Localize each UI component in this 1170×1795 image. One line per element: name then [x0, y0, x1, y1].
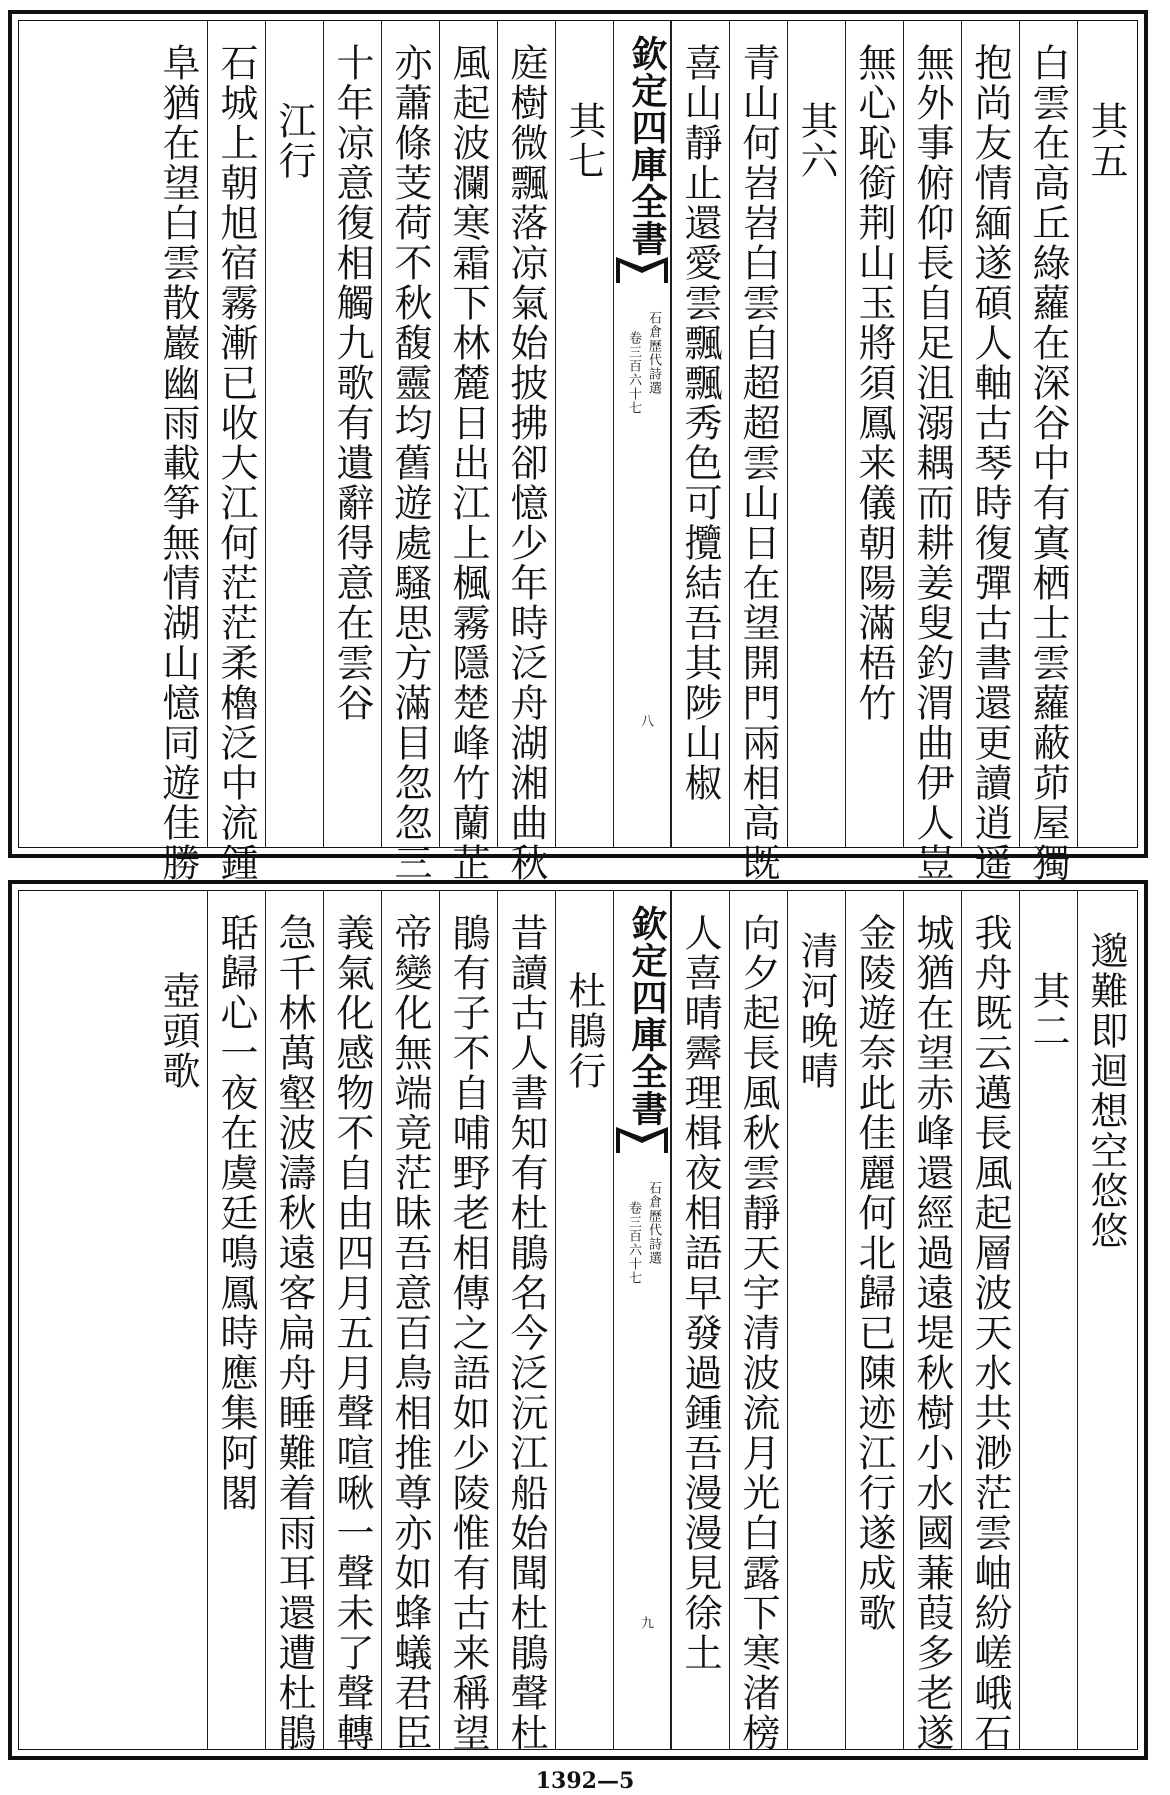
folio-number: 八: [638, 714, 653, 727]
column-rule: [613, 891, 614, 1749]
text-column: [497, 21, 555, 883]
lower-page-frame: [18, 890, 1138, 1753]
column-text: 阜猶在望白雲散巖幽雨載筝無情湖山憶同遊佳勝: [156, 43, 200, 883]
text-column: [729, 891, 787, 1753]
side-title: 石倉歷代詩選: [646, 311, 661, 395]
text-column: [323, 891, 381, 1753]
text-column: [1019, 21, 1077, 883]
text-column: [381, 891, 439, 1753]
column-rule: [323, 891, 324, 1749]
column-rule: [207, 21, 208, 847]
column-rule: [497, 21, 498, 847]
text-column: [149, 21, 207, 883]
text-column: [207, 891, 265, 1749]
text-column: [439, 21, 497, 883]
column-text: 其五: [1084, 101, 1128, 181]
column-text: 無外事俯仰長自足沮溺耦而耕姜叟釣渭曲伊人豈: [910, 43, 954, 883]
lower-page: [8, 880, 1148, 1760]
page-number: 1392—5: [535, 1768, 635, 1794]
center-fold-column: [613, 891, 671, 1749]
text-column: [323, 21, 381, 847]
text-column: [729, 21, 787, 883]
fishtail-ornament: [616, 1123, 668, 1153]
text-column: [1019, 891, 1077, 1749]
text-column: [961, 891, 1019, 1753]
folio-number: 九: [638, 1616, 653, 1629]
column-rule: [265, 891, 266, 1749]
column-rule: [555, 21, 556, 847]
column-text: 急千林萬壑波濤秋遠客扁舟睡難着雨耳還遭杜鵑: [272, 913, 316, 1753]
column-rule: [613, 21, 614, 847]
text-column: [671, 21, 729, 847]
column-text: 其六: [794, 101, 838, 181]
column-text: 義氣化感物不自由四月五月聲喧啾一聲未了聲轉: [330, 913, 374, 1753]
column-text: 喜山靜止還愛雲飄飄秀色可攬結吾其陟山椒: [678, 43, 722, 803]
column-text: 杜鵑行: [562, 971, 606, 1091]
column-text: 十年凉意復相觸九歌有遺辭得意在雲谷: [330, 43, 374, 723]
column-text: 壺頭歌: [156, 971, 200, 1091]
text-column: [671, 891, 729, 1749]
column-text: 昔讀古人書知有杜鵑名今泛沅江船始聞杜鵑聲杜: [504, 913, 548, 1753]
column-text: 金陵遊奈此佳麗何北歸已陳迹江行遂成歌: [852, 913, 896, 1633]
text-column: [439, 891, 497, 1753]
side-volume: 卷三百六十七: [626, 331, 641, 415]
column-text: 鵑有子不自哺野老相傳之語如少陵惟有古来稱望: [446, 913, 490, 1753]
text-column: [207, 21, 265, 883]
center-fold-column: [613, 21, 671, 847]
text-column: [149, 891, 207, 1749]
column-text: 向夕起長風秋雲靜天宇清波流月光白露下寒渚榜: [736, 913, 780, 1753]
column-text: 風起波瀾寒霜下林麓日出江上楓霧隱楚峰竹蘭芷: [446, 43, 490, 883]
column-text: 人喜晴霽理楫夜相語早發過鍾吾漫漫見徐土: [678, 913, 722, 1673]
text-column: [555, 21, 613, 847]
text-column: [497, 891, 555, 1753]
side-volume: 卷三百六十七: [626, 1201, 641, 1285]
column-rule: [381, 21, 382, 847]
column-text: 其二: [1026, 971, 1070, 1051]
column-text: 白雲在高丘綠蘿在深谷中有寘栖士雲蘿蔽茆屋獨: [1026, 43, 1070, 883]
column-text: 無心恥銜荆山玉將須鳳来儀朝陽滿梧竹: [852, 43, 896, 723]
text-column: [903, 891, 961, 1753]
text-column: [845, 21, 903, 847]
text-column: [1077, 21, 1135, 847]
column-text: 城猶在望赤峰還經過遠堤秋樹小水國蒹葭多老遂: [910, 913, 954, 1753]
column-rule: [381, 891, 382, 1749]
column-text: 其七: [562, 101, 606, 181]
column-rule: [439, 891, 440, 1749]
column-text: 江行: [272, 101, 316, 181]
side-title: 石倉歷代詩選: [646, 1181, 661, 1265]
text-column: [1077, 891, 1135, 1749]
column-rule: [555, 891, 556, 1749]
column-text: 我舟既云邁長風起層波天水共渺茫雲岫紛嵯峨石: [968, 913, 1012, 1753]
upper-page-frame: [18, 20, 1138, 883]
text-column: [555, 891, 613, 1749]
text-column: [787, 21, 845, 847]
text-column: [265, 21, 323, 847]
column-rule: [323, 21, 324, 847]
column-rule: [207, 891, 208, 1749]
column-text: 清河晚晴: [794, 931, 838, 1091]
column-text: 庭樹微飄落凉氣始披拂卻憶少年時泛舟湖湘曲秋: [504, 43, 548, 883]
column-text: 帝變化無端竟茫昧吾意百鳥相推尊亦如蜂蟻君臣: [388, 913, 432, 1753]
column-text: 亦蕭條芰荷不秋馥靈均舊遊處騷思方滿目忽忽三: [388, 43, 432, 883]
column-text: 聒歸心一夜在虞廷鳴鳳時應集阿閣: [214, 913, 258, 1513]
text-column: [903, 21, 961, 883]
text-column: [381, 21, 439, 883]
column-text: 青山何岧岧白雲自超超雲山日在望開門兩相高既: [736, 43, 780, 883]
column-text: 抱尚友情緬遂碩人軸古琴時復彈古書還更讀逍遥: [968, 43, 1012, 883]
column-text: 石城上朝旭宿霧漸已收大江何茫茫柔櫓泛中流鍾: [214, 43, 258, 883]
text-column: [845, 891, 903, 1749]
column-rule: [439, 21, 440, 847]
book-title: 欽定四庫全書: [626, 905, 668, 1127]
column-rule: [497, 891, 498, 1749]
text-column: [787, 891, 845, 1749]
fishtail-ornament: [616, 253, 668, 283]
column-text: 邈難即迴想空悠悠: [1084, 931, 1128, 1251]
column-rule: [265, 21, 266, 847]
text-column: [265, 891, 323, 1753]
text-column: [961, 21, 1019, 883]
upper-page: [8, 10, 1148, 883]
book-title: 欽定四庫全書: [626, 35, 668, 257]
